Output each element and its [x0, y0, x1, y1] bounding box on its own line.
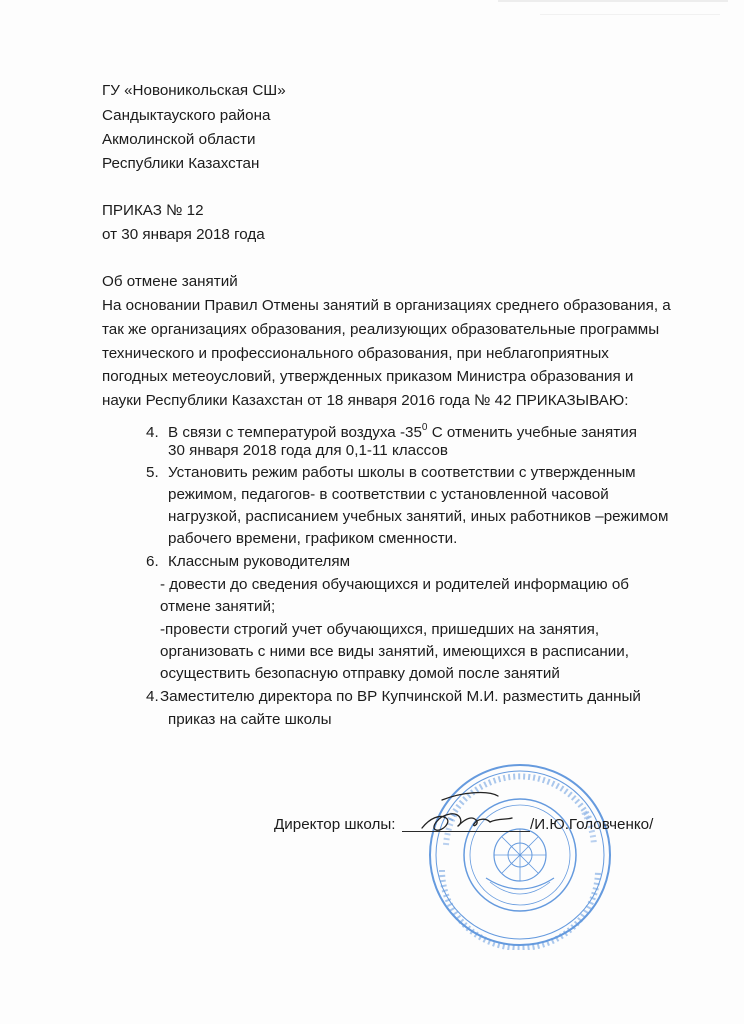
- list-item-continuation: рабочего времени, графиком сменности.: [168, 530, 458, 547]
- list-item-text: Установить режим работы школы в соответствии с утвержденным: [168, 464, 636, 481]
- list-item-continuation: - довести до сведения обучающихся и родителей информацию об: [160, 576, 629, 593]
- org-district: Сандыктауского района: [102, 107, 271, 124]
- list-item-continuation: 30 января 2018 года для 0,1-11 классов: [168, 442, 448, 459]
- list-item-continuation: отмене занятий;: [160, 598, 276, 615]
- scan-artifact: [540, 14, 720, 15]
- list-item: [146, 553, 350, 571]
- signature-name: /И.Ю.Головченко/: [530, 816, 654, 833]
- list-item-text: В связи с температурой воздуха -35: [168, 424, 422, 441]
- list-item-text: Заместителю директора по ВР Купчинской М.И. разместить данный: [160, 688, 641, 705]
- preamble-line: науки Республики Казахстан от 18 января 2016 года № 42 ПРИКАЗЫВАЮ:: [102, 392, 629, 409]
- list-item-number: 6.: [146, 553, 159, 570]
- list-item-number: 4.: [146, 424, 159, 441]
- list-item: [146, 424, 637, 442]
- list-item-number: 5.: [146, 464, 159, 481]
- preamble-line: так же организациях образования, реализующих образовательные программы: [102, 321, 660, 338]
- list-item: [146, 688, 641, 706]
- order-subject: Об отмене занятий: [102, 273, 238, 290]
- handwritten-signature-icon: [402, 788, 542, 848]
- org-country: Республики Казахстан: [102, 155, 260, 172]
- preamble-line: На основании Правил Отмены занятий в организациях среднего образования, а: [102, 297, 671, 314]
- org-region: Акмолинской области: [102, 131, 256, 148]
- preamble-line: погодных метеоусловий, утвержденных приказом Министра образования и: [102, 368, 634, 385]
- degree-superscript: 0: [421, 422, 428, 433]
- list-item-continuation: осуществить безопасную отправку домой после занятий: [160, 665, 560, 682]
- list-item-continuation: -провести строгий учет обучающихся, пришедших на занятия,: [160, 621, 600, 638]
- list-item-continuation: организовать с ними все виды занятий, имеющихся в расписании,: [160, 643, 629, 660]
- list-item-text: С отменить учебные занятия: [427, 424, 637, 441]
- order-date: от 30 января 2018 года: [102, 226, 265, 243]
- org-name: ГУ «Новоникольская СШ»: [102, 82, 286, 99]
- list-item: [146, 464, 636, 482]
- signature-label: Директор школы:: [274, 816, 396, 833]
- list-item-continuation: режимом, педагогов- в соответствии с установленной часовой: [168, 486, 609, 503]
- list-item-continuation: приказ на сайте школы: [168, 711, 332, 728]
- signature-line: [402, 831, 530, 832]
- scan-artifact: [498, 0, 728, 2]
- list-item-number: 4.: [146, 688, 159, 705]
- list-item-text: Классным руководителям: [168, 553, 351, 570]
- list-item-continuation: нагрузкой, расписанием учебных занятий, иных работников –режимом: [168, 508, 669, 525]
- preamble-line: технического и профессионального образования, при неблагоприятных: [102, 345, 609, 362]
- order-title: ПРИКАЗ № 12: [102, 202, 204, 219]
